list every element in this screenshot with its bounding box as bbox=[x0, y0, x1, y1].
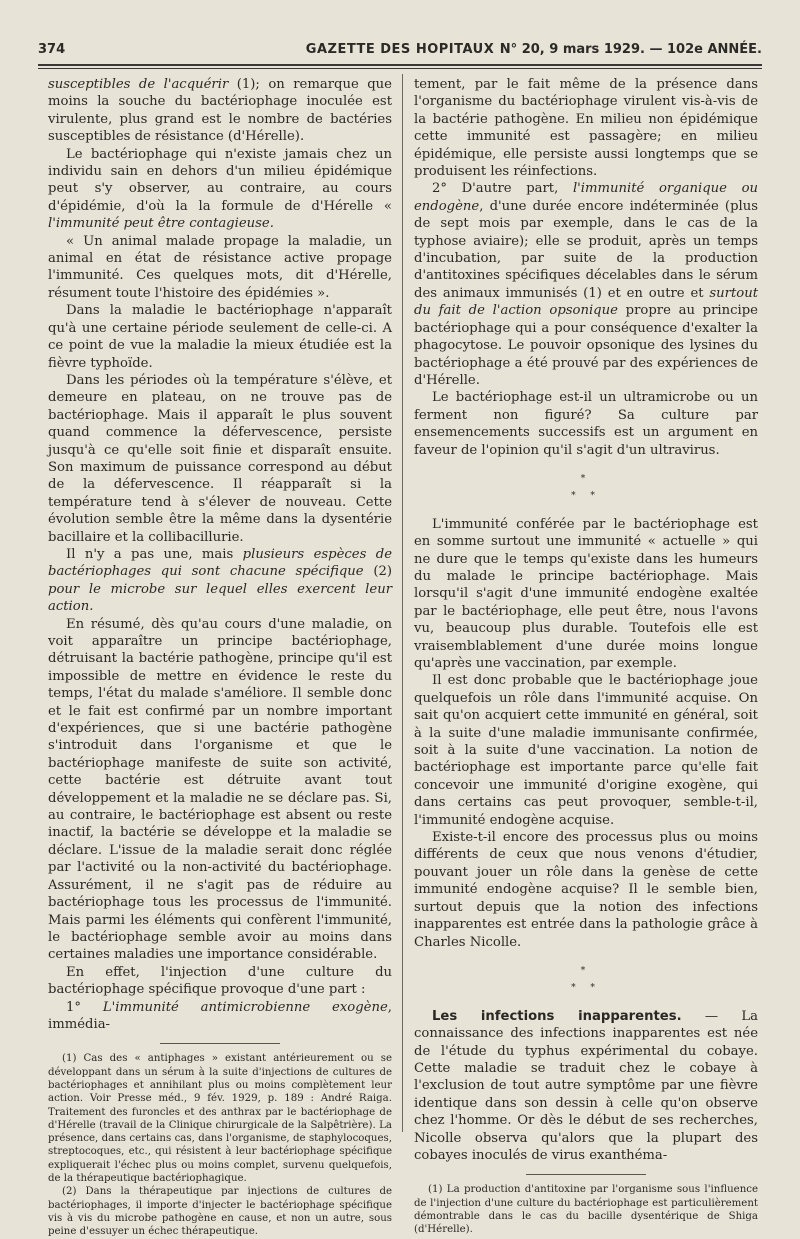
paragraph: Les infections inapparentes. — La connaissance des infections inapparentes est née de l'étude du typhus expérimental du cobaye. Cette maladie se traduit chez le cobaye à l'exclusion de tout autre symptôme par une fièvre identique dans son dessin à celle qu'on observe chez l'homme. Or dès le début de ses recherches, Nicolle observa qu'alors que la plupart des cobayes inoculés de virus exanthéma- bbox=[414, 1008, 758, 1163]
section-separator: * * * bbox=[571, 473, 601, 502]
footnotes bbox=[414, 1183, 758, 1236]
paragraph: 1° L'immunité antimicrobienne exogène, immédia- bbox=[48, 999, 392, 1032]
paragraph: Dans les périodes où la température s'élève, et demeure en plateau, on ne trouve pas de bactériophage. Mais il apparaît le plus souvent quand commence la défervescence, persiste jusqu'à ce qu'elle soit finie et disparaît ensuite. Son maximum de puissance correspond au début de la défervescence. Il réapparaît si la température tend à s'élever de nouveau. Cette évolution semble être la même dans la dysentérie bacillaire et la collibacillurie. bbox=[48, 372, 392, 545]
left-column bbox=[48, 76, 392, 1239]
paragraph: tement, par le fait même de la présence dans l'organisme du bactériophage virulent vis-à-vis de la bactérie pathogène. En milieu non épidémique cette immunité est passagère; en milieu épidémique, elle persiste aussi longtemps que se produisent les réinfections. bbox=[414, 77, 758, 180]
right-column bbox=[414, 76, 758, 1237]
page-number: 374 bbox=[38, 42, 66, 57]
paragraph: Il est donc probable que le bactériophage joue quelquefois un rôle dans l'immunité acquise. On sait qu'on acquiert cette immunité en général, soit à la suite d'une maladie immunisante confirmée, soit à la suite d'une vaccination. La notion de bactériophage est importante parce qu'elle fait concevoir une immunité d'origine exogène, qui dans certains cas peut provoquer, semble-t-il, l'immunité endogène acquise. bbox=[414, 673, 758, 828]
paragraph: Le bactériophage qui n'existe jamais chez un individu sain en dehors d'un milieu épidémique peut s'y observer, au contraire, au cours d'épidémie, d'où la la formule de d'Hérelle « l'immunité peut être contagieuse. bbox=[48, 146, 392, 232]
footnote: (1) Cas des « antiphages » existant antérieurement ou se développant dans un sérum à la suite d'injections de cultures de bactériophages et annihilant plus ou moins complètement leur action. Voir Presse méd., 9 fév. 1929, p. 189 : André Raiga. Traitement des furoncles et des anthrax par le bactériophage de d'Hérelle (travail de la Clinique chirurgicale de la Salpêtrière). La présence, dans certains cas, dans l'organisme, de staphylocoques, streptocoques, etc., qui résistent à leur bactériophage spécifique expliquerait l'échec plus ou moins complet, survenu quelquefois, de la thérapeutique bactériophagique. bbox=[48, 1053, 392, 1185]
paragraph: Il n'y a pas une, mais plusieurs espèces de bactériophages qui sont chacune spécifique (2) pour le microbe sur lequel elles exercent leur action. bbox=[48, 546, 392, 615]
issue-info: N° 20, 9 mars 1929. — 102e ANNÉE. bbox=[499, 42, 762, 57]
paragraph: Existe-t-il encore des processus plus ou moins différents de ceux que nous venons d'étudier, pouvant jouer un rôle dans la genèse de cette immunité endogène acquise? Il le semble bien, surtout depuis que la notion des infections inapparentes est entrée dans la pathologie grâce à Charles Nicolle. bbox=[414, 830, 758, 950]
column-separator bbox=[402, 74, 403, 1132]
section-heading: Les infections inapparentes. bbox=[432, 1008, 682, 1024]
paragraph: susceptibles de l'acquérir (1); on remarque que moins la souche du bactériophage inoculée est virulente, plus grand est le nombre de bactéries susceptibles de résistance (d'Hérelle). bbox=[48, 77, 392, 145]
header-rule bbox=[38, 64, 762, 66]
footnote: (2) Dans la thérapeutique par injections de cultures de bactériophages, il importe d'injecter le bactériophage spécifique vis à vis du microbe pathogène en cause, et non un autre, sous peine d'essuyer un échec thérapeutique. bbox=[48, 1186, 392, 1238]
footnote-rule bbox=[526, 1174, 646, 1175]
paragraph: Dans la maladie le bactériophage n'apparaît qu'à une certaine période seulement de celle-ci. A ce point de vue la maladie la mieux étudiée est la fièvre typhoïde. bbox=[48, 303, 392, 371]
page-header bbox=[38, 42, 762, 64]
paragraph: « Un animal malade propage la maladie, un animal en état de résistance active propage l'immunité. Ces quelques mots, dit d'Hérelle, résument toute l'histoire des épidémies ». bbox=[48, 233, 392, 301]
header-rule-thin bbox=[38, 68, 762, 69]
section-separator: * * * bbox=[571, 965, 601, 994]
footnote: (1) La production d'antitoxine par l'organisme sous l'influence de l'injection d'une culture du bactériophage est particulièrement démontrable dans le cas du bacille dysentérique de Shiga (d'Hérelle). bbox=[414, 1184, 758, 1236]
paragraph: Le bactériophage est-il un ultramicrobe ou un ferment non figuré? Sa culture par ensemencements successifs est un argument en faveur de l'opinion qu'il s'agit d'un ultravirus. bbox=[414, 390, 758, 458]
footnotes bbox=[48, 1052, 392, 1238]
footnote-rule bbox=[160, 1043, 280, 1044]
paragraph: En résumé, dès qu'au cours d'une maladie, on voit apparaître un principe bactériophage, détruisant la bactérie pathogène, principe qu'il est impossible de mettre en évidence le reste du temps, l'état du malade s'améliore. Il semble donc et le fait est confirmé par un nombre important d'expériences, que si une bactérie pathogène s'introduit dans l'organisme et que le bactériophage manifeste de suite son activité, cette bactérie est détruite avant tout développement et la maladie ne se déclare pas. Si, au contraire, le bactériophage est absent ou reste inactif, la bactérie se développe et la maladie se déclare. L'issue de la maladie serait donc réglée par l'activité ou la non-activité du bactériophage. Assurément, il ne s'agit pas de réduire au bactériophage tous les processus de l'immunité. Mais parmi les éléments qui confèrent l'immunité, le bactériophage semble avoir au moins dans certaines maladies une importance considérable. bbox=[48, 616, 392, 963]
paragraph: L'immunité conférée par le bactériophage est en somme surtout une immunité « actuelle » qui ne dure que le temps qu'existe dans les humeurs du malade le principe bactériophage. Mais lorsqu'il s'agit d'une immunité endogène exaltée par le bactériophage, elle peut être, nous l'avons vu, beaucoup plus durable. Toutefois elle est vraisemblablement d'une durée moins longue qu'après une vaccination, par exemple. bbox=[414, 516, 758, 671]
journal-title: GAZETTE DES HOPITAUX bbox=[305, 42, 495, 57]
paragraph: En effet, l'injection d'une culture du bactériophage spécifique provoque d'une part : bbox=[48, 964, 392, 998]
paragraph: 2° D'autre part, l'immunité organique ou endogène, d'une durée encore indéterminée (plus de sept mois par exemple, dans le cas de la typhose aviaire); elle se produit, après un temps d'incubation, par suite de la production d'antitoxines spécifiques décelables dans le sérum des animaux immunisés (1) et en outre et surtout du fait de l'action opsonique propre au principe bactériophage qui a pour conséquence d'exalter la phagocytose. Le pouvoir opsonique des lysines du bactériophage a été prouvé par des expériences de d'Hérelle. bbox=[414, 181, 758, 388]
